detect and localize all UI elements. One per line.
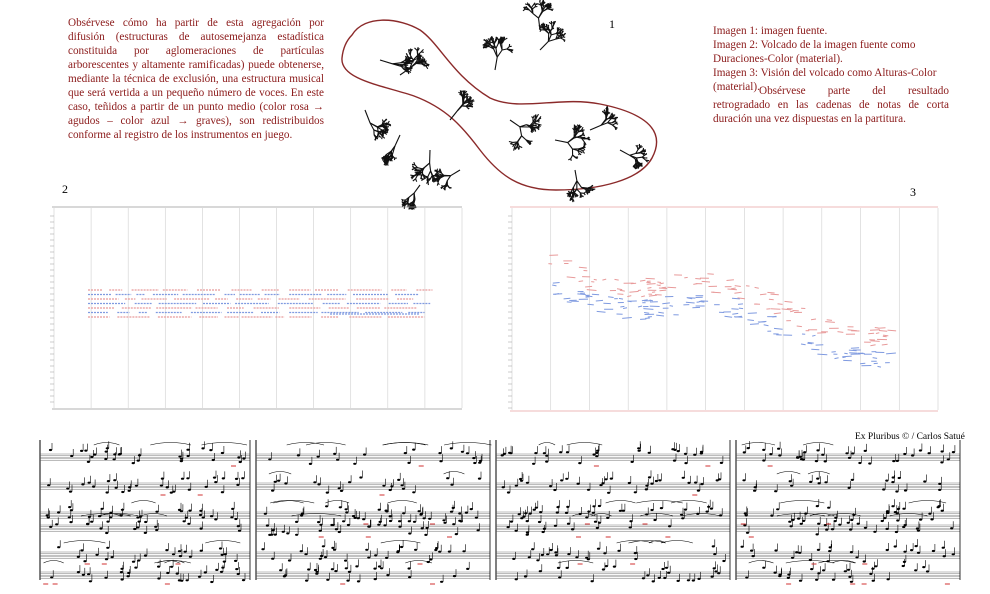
figure-number-2: 2 [62, 182, 68, 196]
heights-color-figure [508, 207, 938, 411]
observation-paragraph: Obsérvese parte del resultado retrogradado en las cadenas de notas de corta duración una vez dispuestas en la partitura. [713, 85, 949, 125]
figure-number-3: 3 [910, 185, 916, 199]
caption-image-3: Imagen 3: Visión del volcado como Alturas-Color (material). [713, 67, 937, 93]
credit-line: Ex Pluribus © / Carlos Satué [855, 432, 965, 442]
description-paragraph: Obsérvese cómo ha partir de esta agregación por difusión (estructuras de autosemejanza estadística constituida por aglomeraciones de partículas arborescentes y altamente ramificadas) puede obtenerse, mediante la técnica de exclusión, una estructura musical que será vertida a un pequeño número de voces. En este caso, teñidos a partir de un punto medio (color rosa → agudos – color azul → graves), son redistribuidos conforme al registro de los instrumentos en juego. [68, 17, 324, 141]
fractal-outline [342, 20, 657, 190]
caption-image-2: Imagen 2: Volcado de la imagen fuente como Duraciones-Color (material). [713, 39, 916, 65]
durations-color-figure [50, 207, 462, 409]
score-excerpt [40, 440, 960, 584]
fractal-figure [342, 0, 657, 210]
caption-image-1: Imagen 1: imagen fuente. [713, 25, 828, 37]
figure-number-1: 1 [609, 17, 615, 31]
